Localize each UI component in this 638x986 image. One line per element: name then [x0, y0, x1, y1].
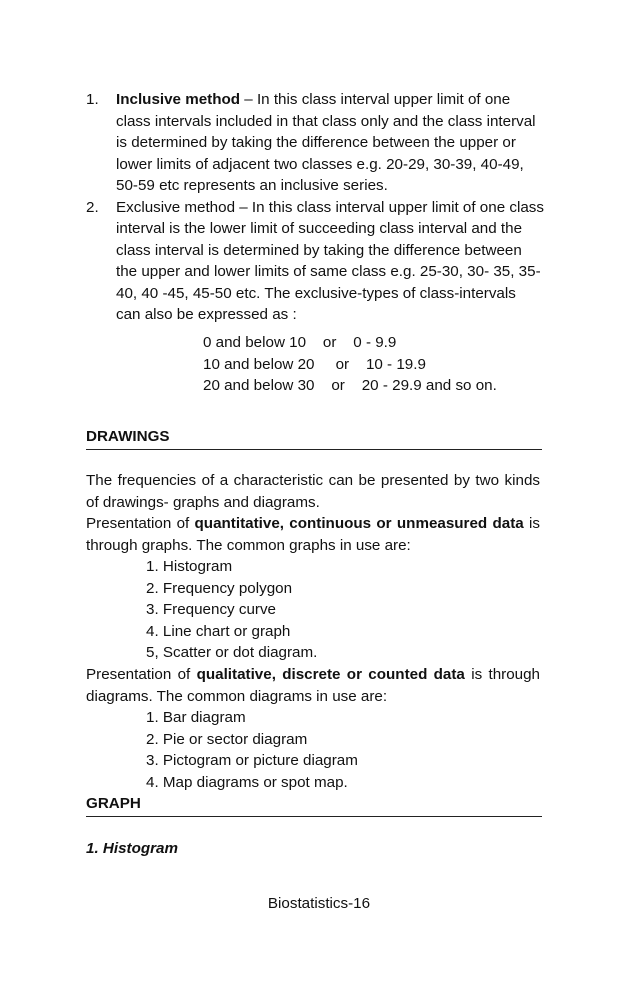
method-item-exclusive	[86, 197, 544, 326]
drawings-heading: DRAWINGS	[86, 426, 542, 450]
graphs-paragraph: Presentation of quantitative, continuous or unmeasured data is through graphs. The common graphs in use are:	[86, 515, 540, 554]
class-interval-conversions	[203, 332, 497, 397]
diagrams-list	[146, 707, 358, 793]
methods-list	[86, 89, 544, 326]
list-item: 5, Scatter or dot diagram.	[146, 644, 318, 661]
diagrams-paragraph: Presentation of qualitative, discrete or counted data is through diagrams. The common diagrams in use are:	[86, 666, 540, 705]
method-term: Inclusive method	[116, 91, 241, 108]
list-item: 1. Histogram	[146, 558, 233, 575]
graph-heading: GRAPH	[86, 793, 542, 817]
list-item: 2. Frequency polygon	[146, 579, 293, 597]
conversion-row: 20 and below 30 or 20 - 29.9 and so on.	[203, 377, 497, 394]
list-item: 4. Line chart or graph	[146, 622, 291, 640]
list-item: 3. Frequency curve	[146, 601, 276, 618]
method-item-inclusive	[86, 89, 544, 197]
list-item: 2. Pie or sector diagram	[146, 730, 308, 748]
diagrams-emphasis: qualitative, discrete or counted data	[196, 666, 465, 683]
list-number: 2.	[86, 198, 99, 216]
list-item: 4. Map diagrams or spot map.	[146, 773, 348, 791]
method-description: Exclusive method – In this class interval upper limit of one class interval is the lower limit of succeeding class interval and the class interval is determined by taking the difference between the upper and lower limits of same class e.g. 25-30, 30- 35, 35-40, 40 -45, 45-50 etc. The exclusive-types of class-intervals can also be expressed as :	[116, 198, 544, 323]
conversion-row: 0 and below 10 or 0 - 9.9	[203, 334, 397, 351]
graphs-list	[146, 556, 317, 664]
method-description: – In this class interval upper limit of one class intervals included in that class only and the class interval is determined by taking the difference between the upper or lower limits of adjacent two classes e.g. 20-29, 30-39, 40-49, 50-59 etc represents an inclusive series.	[116, 91, 536, 194]
graphs-emphasis: quantitative, continuous or unmeasured data	[194, 515, 524, 532]
histogram-heading: 1. Histogram	[86, 840, 178, 857]
page-footer: Biostatistics-16	[267, 895, 371, 912]
list-item: 3. Pictogram or picture diagram	[146, 752, 358, 769]
conversion-row: 10 and below 20 or 10 - 19.9	[203, 355, 426, 373]
list-item: 1. Bar diagram	[146, 709, 246, 726]
list-number: 1.	[86, 91, 99, 108]
drawings-intro-paragraph: The frequencies of a characteristic can be presented by two kinds of drawings- graphs and diagrams.	[86, 472, 540, 511]
